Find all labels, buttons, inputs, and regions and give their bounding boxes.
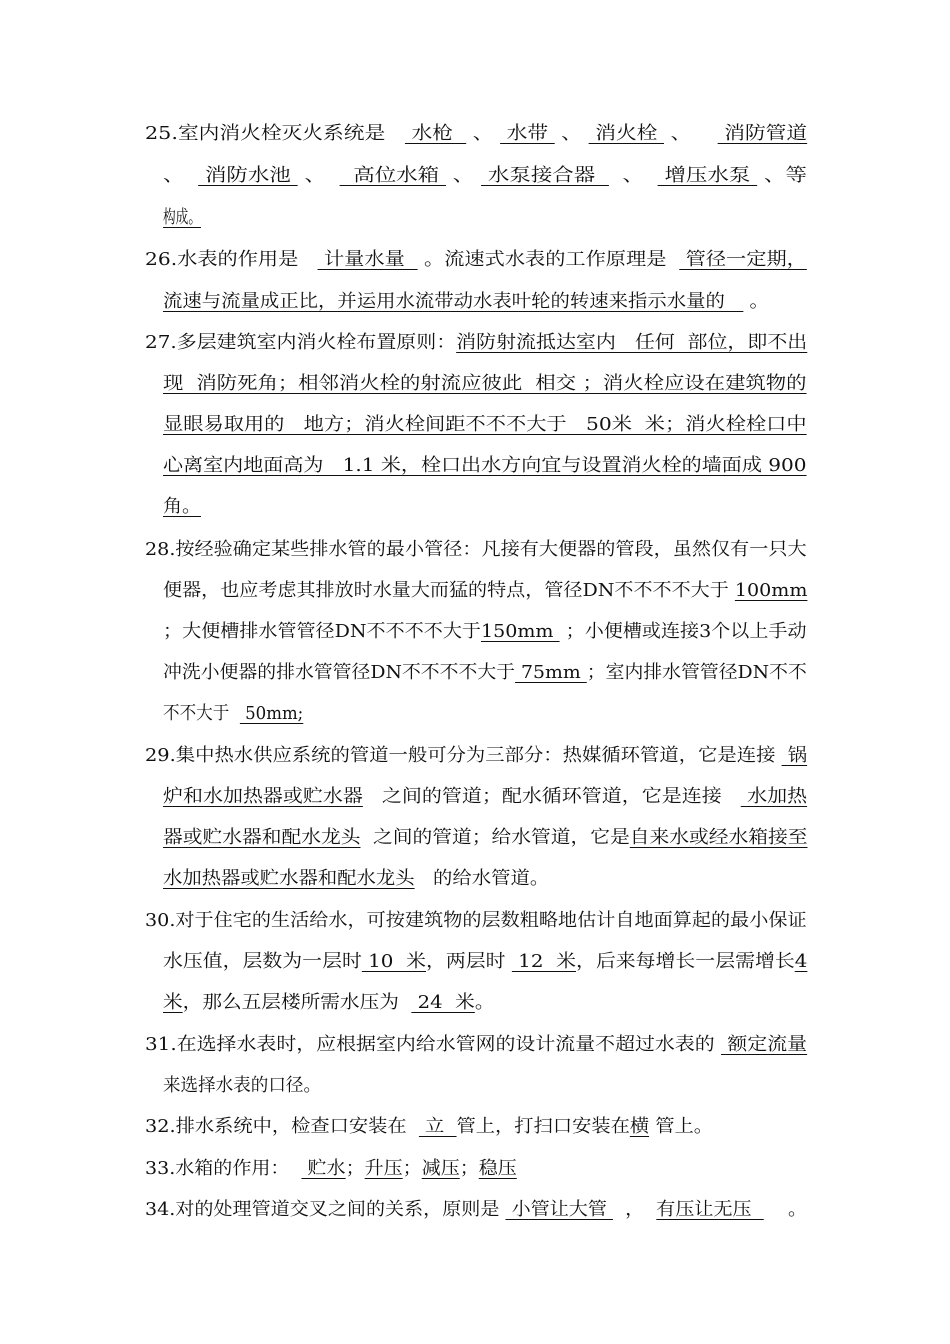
text-segment: 、 <box>163 165 199 186</box>
text-segment: 。流速式水表的工作原理是 <box>417 249 680 270</box>
text-segment: 25.室内消火栓灭火系统是 <box>145 123 405 144</box>
text-line <box>163 164 807 188</box>
text-segment: 。 <box>474 992 495 1013</box>
text-segment: 34.对的处理管道交叉之间的关系，原则是 <box>145 1199 506 1220</box>
answer-blank: 管径一定期， <box>679 249 807 270</box>
text-segment: 、 <box>554 123 589 144</box>
answer-blank: 自来水或经水箱接至 <box>629 827 808 848</box>
text-segment: 之间的管道；配水循环管道，它是连接 <box>362 786 741 807</box>
answer-blank: 消火栓 <box>588 123 664 144</box>
text-segment: ，两层时 <box>425 951 512 972</box>
text-line <box>145 122 807 146</box>
text-line <box>145 909 807 933</box>
answer-blank: 贮水 <box>301 1158 346 1179</box>
answer-blank: 横 <box>629 1116 650 1137</box>
answer-blank: 升压 <box>364 1158 403 1179</box>
text-line <box>145 744 807 768</box>
text-segment: ； <box>459 1158 479 1179</box>
text-segment: 不不大于 <box>163 703 240 724</box>
text-segment: ； <box>402 1158 422 1179</box>
text-segment: 冲洗小便器的排水管管径DN不不不不大于 <box>163 662 516 683</box>
answer-blank: 50mm; <box>239 703 304 724</box>
text-segment: 33.水箱的作用： <box>145 1158 302 1179</box>
text-line <box>145 1033 807 1057</box>
answer-blank: 24 米 <box>411 992 475 1013</box>
answer-blank: 计量水量 <box>317 249 418 270</box>
text-segment: 管上，打扫口安装在 <box>456 1116 630 1137</box>
answer-blank: 米 <box>163 992 183 1013</box>
text-segment: ；小便槽或连接3个以上手动 <box>559 621 807 642</box>
text-segment: 来选择水表的口径。 <box>163 1075 321 1096</box>
answer-blank: 100mm <box>734 580 808 601</box>
text-line <box>145 1157 517 1181</box>
text-segment: 31.在选择水表时，应根据室内给水管网的设计流量不超过水表的 <box>145 1034 722 1055</box>
text-line <box>163 454 807 478</box>
text-line <box>163 495 201 519</box>
text-segment: ； <box>345 1158 365 1179</box>
text-segment: 。 <box>763 1199 808 1220</box>
text-segment: 32.排水系统中，检查口安装在 <box>145 1116 419 1137</box>
answer-blank: 器或贮水器和配水龙头 <box>163 827 361 848</box>
text-line <box>163 620 807 644</box>
text-segment: 28.按经验确定某些排水管的最小管径：凡接有大便器的管段，虽然仅有一只大 <box>145 539 807 560</box>
text-segment: 、 <box>663 123 718 144</box>
text-line <box>163 290 769 314</box>
text-segment: ， <box>612 1199 657 1220</box>
answer-blank: 有压让无压 <box>656 1199 764 1220</box>
text-segment: ；大便槽排水管管径DN不不不不大于 <box>163 621 481 642</box>
text-segment: 30.对于住宅的生活给水，可按建筑物的层数粗略地估计自地面算起的最小保证 <box>145 910 807 931</box>
text-segment: 、等 <box>757 165 807 186</box>
text-segment: 之间的管道；给水管道，它是 <box>360 827 630 848</box>
text-segment: 29.集中热水供应系统的管道一般可分为三部分：热媒循环管道，它是连接 <box>145 745 782 766</box>
answer-blank: 水加热 <box>740 786 808 807</box>
text-line <box>163 661 807 685</box>
text-line <box>163 1074 321 1098</box>
answer-blank: 75mm <box>515 662 587 683</box>
text-segment: 水压值，层数为一层时 <box>163 951 362 972</box>
text-line <box>163 867 549 891</box>
answer-blank: 立 <box>418 1116 457 1137</box>
text-segment: ；室内排水管管径DN不不 <box>586 662 807 683</box>
text-segment: 。 <box>743 291 769 312</box>
text-line <box>145 1115 713 1139</box>
text-segment: 管上。 <box>649 1116 713 1137</box>
answer-blank: 角。 <box>163 496 201 517</box>
answer-blank: 显眼易取用的 地方；消火栓间距不不不大于 50米 米；消火栓栓口中 <box>163 414 807 435</box>
text-line <box>145 248 807 272</box>
text-line <box>163 826 807 850</box>
answer-blank: 稳压 <box>478 1158 517 1179</box>
text-line <box>163 702 303 726</box>
text-line <box>145 1198 807 1222</box>
answer-blank: 炉和水加热器或贮水器 <box>163 786 363 807</box>
text-segment: ，后来每增长一层需增长 <box>576 951 795 972</box>
text-line <box>163 950 807 974</box>
answer-blank: 10 米 <box>361 951 426 972</box>
answer-blank: 减压 <box>421 1158 460 1179</box>
text-segment: 的给水管道。 <box>414 868 550 889</box>
answer-blank: 12 米 <box>511 951 577 972</box>
answer-blank: 消防水池 <box>198 165 298 186</box>
text-segment: 27.多层建筑室内消火栓布置原则： <box>145 332 457 353</box>
answer-blank: 流速与流量成正比，并运用水流带动水表叶轮的转速来指示水量的 <box>163 291 744 312</box>
text-line <box>163 991 494 1015</box>
answer-blank: 4 <box>794 951 808 972</box>
answer-blank: 心离室内地面高为 1.1 米，栓口出水方向宜与设置消火栓的墙面成 900 <box>163 455 807 476</box>
text-line <box>163 579 807 603</box>
answer-blank: 小管让大管 <box>505 1199 613 1220</box>
answer-blank: 现 消防死角；相邻消火栓的射流应彼此 相交 ；消火栓应设在建筑物的 <box>163 373 807 394</box>
answer-blank: 水枪 <box>404 123 467 144</box>
answer-blank: 消防管道 <box>717 123 808 144</box>
text-line <box>145 538 807 562</box>
answer-blank: 消防射流抵达室内 任何 部位，即不出 <box>456 332 808 353</box>
text-segment: 26.水表的作用是 <box>145 249 318 270</box>
text-line <box>163 413 807 437</box>
answer-blank: 水带 <box>500 123 555 144</box>
text-line <box>163 372 807 396</box>
text-segment: 便器，也应考虑其排放时水量大而猛的特点，管径DN不不不不大于 <box>163 580 735 601</box>
text-segment: 、 <box>466 123 501 144</box>
answer-blank: 额定流量 <box>721 1034 808 1055</box>
answer-blank: 150mm <box>480 621 560 642</box>
answer-blank: 增压水泵 <box>657 165 758 186</box>
text-line <box>145 331 807 355</box>
answer-blank: 高位水箱 <box>339 165 446 186</box>
answer-blank: 水泵接合器 <box>481 165 609 186</box>
text-segment: 、 <box>297 165 340 186</box>
answer-blank: 构成。 <box>163 207 201 228</box>
text-segment: ，那么五层楼所需水压为 <box>182 992 412 1013</box>
text-line <box>163 206 201 230</box>
answer-blank: 锅 <box>781 745 808 766</box>
text-segment: 、 <box>608 165 658 186</box>
text-line <box>163 785 807 809</box>
answer-blank: 水加热器或贮水器和配水龙头 <box>163 868 415 889</box>
text-segment: 、 <box>445 165 482 186</box>
